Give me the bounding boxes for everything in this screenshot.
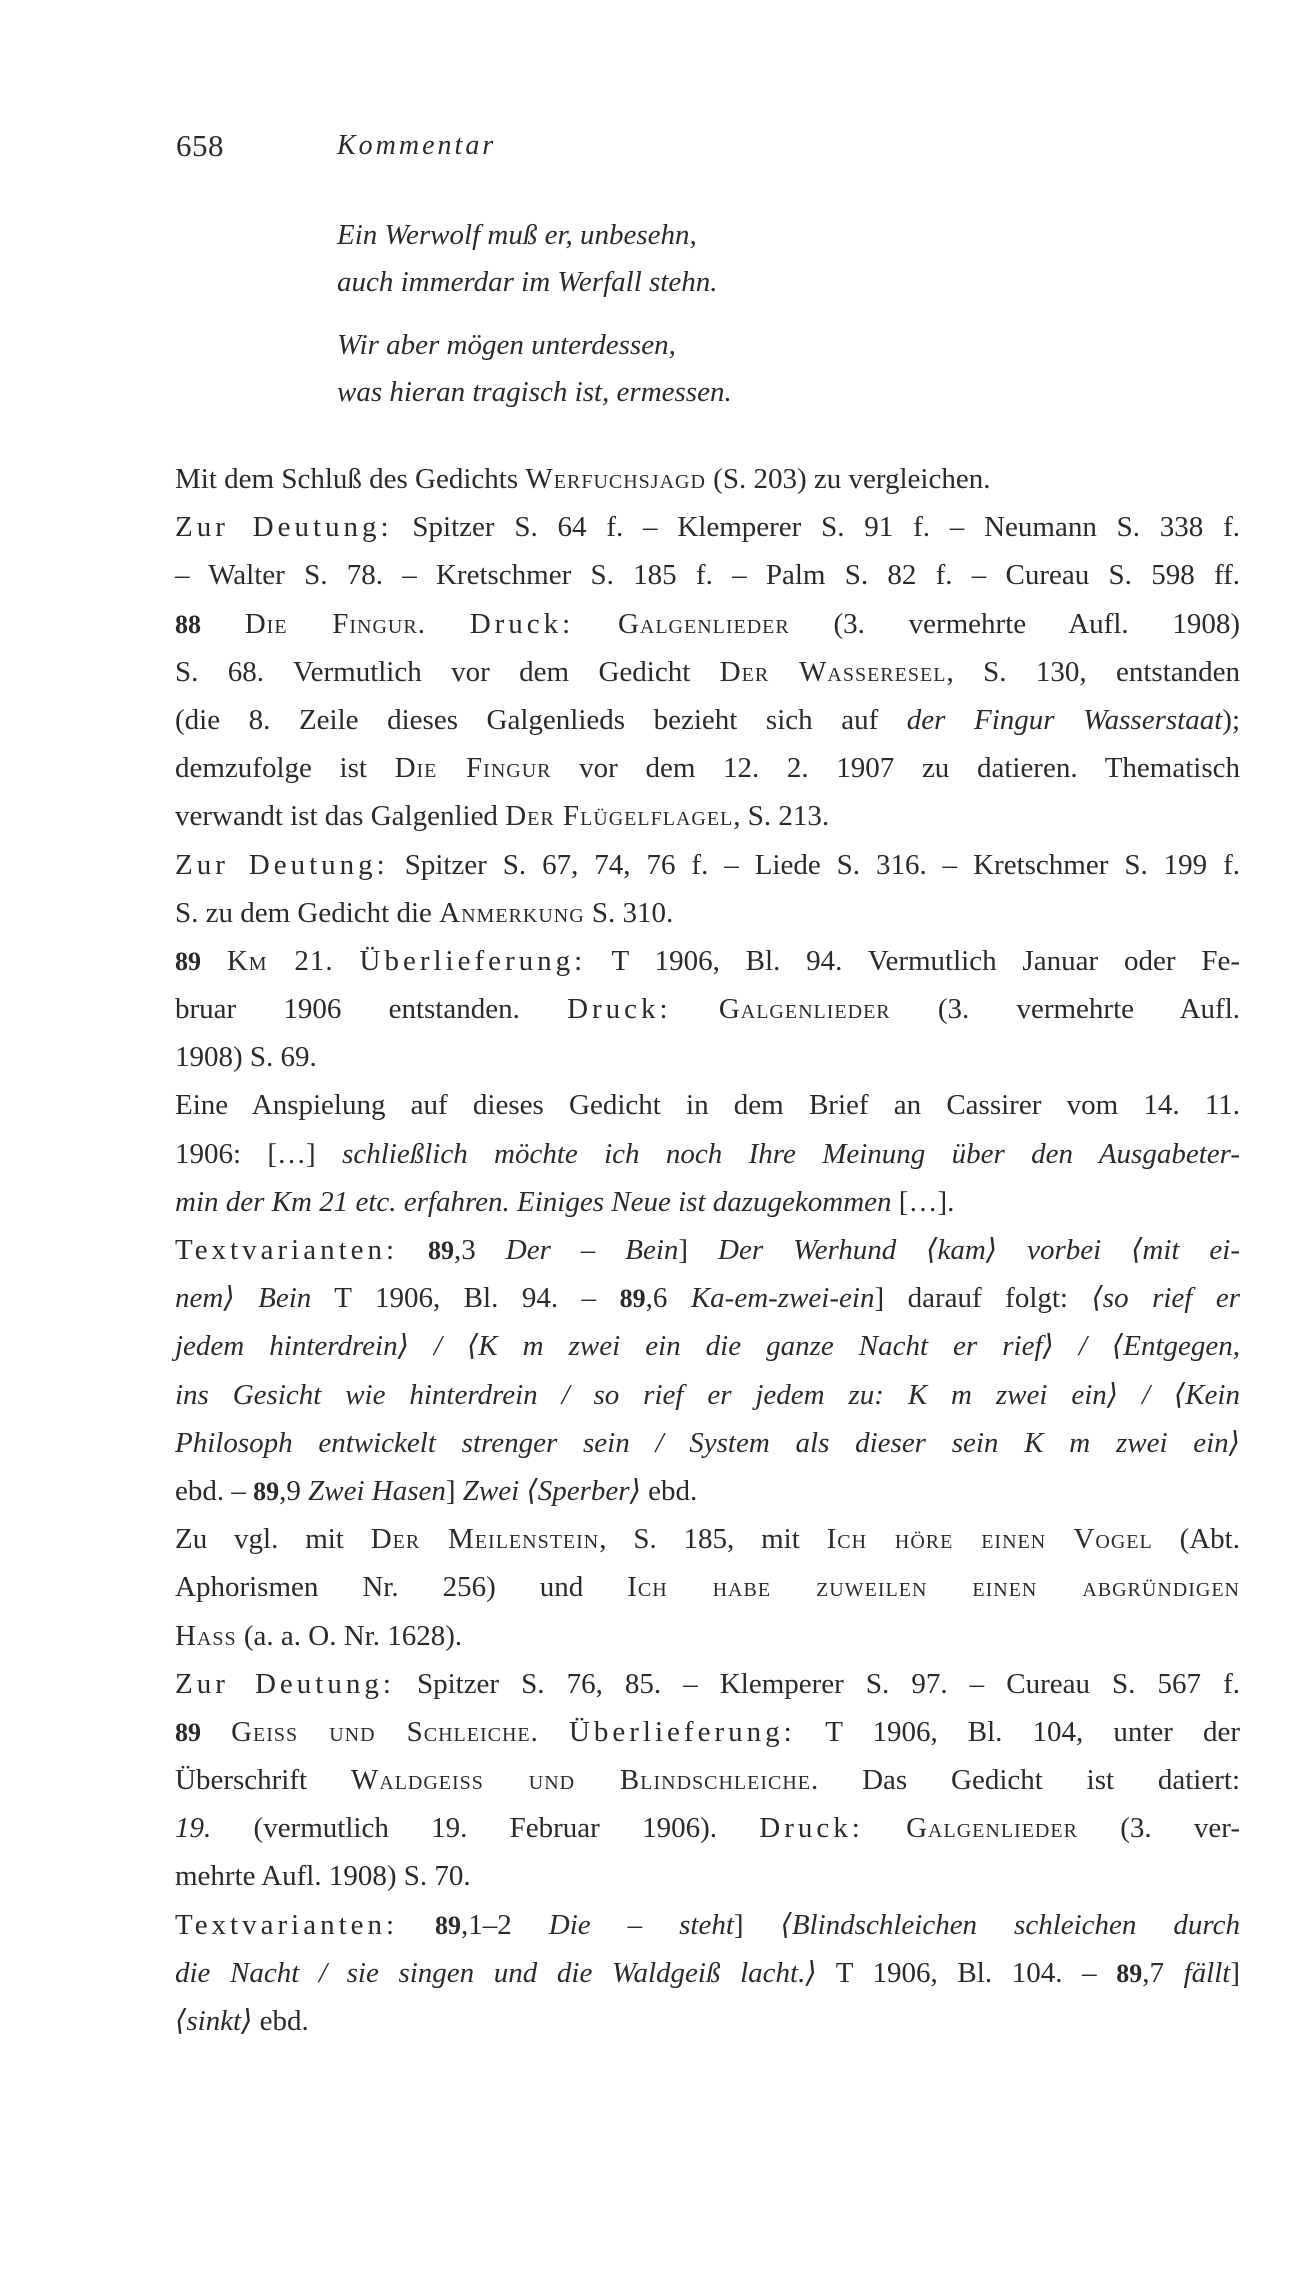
text-run: Spitzer S. 64 f. – Klemperer S. 91 f. – Neumann S. 338 f. (392, 511, 1240, 544)
text-line (175, 1612, 1240, 1660)
text-line (175, 1419, 1240, 1467)
text-run: 1908) S. 69. (175, 1041, 317, 1074)
text-line (175, 1660, 1240, 1708)
text-run: Eine Anspielung auf dieses Gedicht in dem Brief an Cassirer vom 14. 11. (175, 1089, 1240, 1122)
text-run: verwandt ist das Galgenlied (175, 800, 506, 833)
text-run: vor dem 12. 2. 1907 zu datieren. Thematisch (551, 752, 1240, 785)
text-line (175, 841, 1240, 889)
text-line (175, 600, 1240, 648)
text-run: Mit dem Schluß des Gedichts (175, 463, 526, 495)
page-reference-number: 89 (253, 1476, 280, 1506)
text-run: ebd. (252, 2005, 309, 2037)
text-run: ] (678, 1234, 719, 1266)
italic-text: Ka-em-zwei-ein (690, 1282, 875, 1315)
text-line (175, 1178, 1240, 1226)
text-run: T 1906, Bl. 94. Vermutlich Januar oder Fe- (586, 944, 1240, 977)
text-run: ] (733, 1908, 781, 1941)
text-run: S. 310. (584, 896, 674, 929)
page-reference-number: 88 (175, 609, 201, 639)
text-line (175, 1322, 1240, 1370)
text-run: T 1906, Bl. 104. – (816, 1956, 1117, 1989)
small-caps-title: Galgenlieder (906, 1812, 1078, 1845)
poem-stanza (337, 212, 732, 306)
text-line (175, 1515, 1240, 1563)
poem-quotation (337, 212, 732, 432)
text-run: (vermutlich 19. Februar 1906). (211, 1812, 760, 1845)
italic-text: jedem hinterdrein⟩ / ⟨K m zwei ein die ganze Nacht er rief⟩ / ⟨Entgegen, (175, 1330, 1240, 1363)
text-line (175, 1371, 1240, 1419)
spaced-label: Überlieferung: (568, 1715, 796, 1748)
text-run: Aphorismen Nr. 256) und (175, 1571, 628, 1604)
small-caps-title: Die Fingur. (244, 607, 426, 640)
poem-line: Ein Werwolf muß er, unbesehn, (337, 219, 697, 251)
spaced-label: Überlieferung: (359, 944, 587, 977)
text-run: (die 8. Zeile dieses Galgenlieds bezieht sich auf (175, 703, 907, 736)
italic-text: Zwei Hasen (308, 1474, 446, 1507)
small-caps-title: Der Meilenstein (370, 1523, 600, 1556)
page-header (176, 128, 1256, 168)
small-caps-title: Geiss und Schleiche. (231, 1715, 539, 1748)
text-run: Spitzer S. 76, 85. – Klemperer S. 97. – Cureau S. 567 f. (394, 1667, 1240, 1700)
small-caps-title: Hass (175, 1619, 237, 1652)
small-caps-title: Der Wasseresel (719, 655, 947, 688)
text-line (175, 744, 1240, 792)
page-reference-number: 89 (175, 946, 201, 976)
spaced-label: Zur Deutung: (175, 511, 393, 544)
poem-line: was hieran tragisch ist, ermessen. (337, 376, 732, 408)
text-run: (3. ver- (1077, 1812, 1240, 1845)
text-line (175, 1949, 1240, 1997)
running-head: Kommentar (337, 130, 497, 161)
text-run: Spitzer S. 67, 74, 76 f. – Liede S. 316. – Kretschmer S. 199 f. (388, 848, 1240, 881)
text-run: mehrte Aufl. 1908) S. 70. (175, 1860, 471, 1893)
text-line (175, 1852, 1240, 1900)
text-run: T 1906, Bl. 94. – (311, 1282, 620, 1315)
italic-text: nem⟩ Bein (175, 1282, 312, 1315)
spaced-label: Druck: (469, 607, 575, 640)
text-line (175, 648, 1240, 696)
italic-text: ⟨sinkt⟩ (175, 2005, 253, 2037)
text-line (175, 937, 1240, 985)
text-line (175, 1708, 1240, 1756)
poem-line: Wir aber mögen unterdessen, (337, 329, 676, 361)
spaced-label: Textvarianten: (175, 1234, 399, 1266)
page-reference-number: 89 (175, 1717, 201, 1747)
small-caps-title: Galgenlieder (718, 993, 891, 1026)
text-line (175, 696, 1240, 744)
text-line (175, 1130, 1240, 1178)
text-line (175, 1563, 1240, 1611)
small-caps-title: Km 21. (226, 944, 334, 977)
text-line (175, 1467, 1240, 1515)
text-run: S. 68. Vermutlich vor dem Gedicht (175, 655, 720, 688)
small-caps-title: Galgenlieder (617, 607, 790, 640)
page-number: 658 (176, 128, 224, 163)
italic-text: schließlich möchte ich noch Ihre Meinung über den Ausgabeter- (342, 1137, 1240, 1170)
italic-text: ins Gesicht wie hinterdrein / so rief er jedem zu: K m zwei ein⟩ / ⟨Kein (175, 1378, 1240, 1411)
italic-text: Die – steht (548, 1908, 734, 1941)
text-run: ] darauf folgt: (874, 1282, 1092, 1315)
text-run: , S. 213. (733, 800, 830, 833)
text-line (175, 889, 1240, 937)
italic-text: 19. (175, 1812, 212, 1845)
text-run: (Abt. (1152, 1523, 1240, 1556)
spaced-label: Textvarianten: (175, 1908, 399, 1941)
italic-text: Der – Bein (505, 1234, 679, 1266)
spaced-label: Zur Deutung: (175, 1667, 395, 1700)
text-run: ,7 (1142, 1956, 1184, 1989)
text-run: (a. a. O. Nr. 1628). (236, 1619, 463, 1652)
small-caps-title: Werfuchsjagd (525, 463, 706, 495)
small-caps-title: Ich höre einen Vogel (826, 1523, 1153, 1556)
text-line (175, 1033, 1240, 1081)
text-run (539, 1716, 569, 1748)
text-run: , S. 185, mit (599, 1523, 827, 1556)
poem-line: auch immerdar im Werfall stehn. (337, 266, 718, 298)
small-caps-title: Die Fingur (394, 752, 552, 785)
text-run: Überschrift (175, 1764, 351, 1797)
text-line (175, 503, 1240, 551)
text-line (175, 455, 1240, 503)
text-run: S. zu dem Gedicht die (175, 896, 440, 929)
text-line (175, 792, 1240, 840)
page-reference-number: 89 (619, 1284, 646, 1314)
spaced-label: Druck: (759, 1812, 864, 1845)
text-run: (S. 203) zu vergleichen. (705, 463, 991, 495)
text-run: demzufolge ist (175, 752, 395, 785)
text-line (175, 1081, 1240, 1129)
text-run: T 1906, Bl. 104, unter der (795, 1715, 1241, 1748)
text-run: ebd. (640, 1474, 698, 1507)
page-reference-number: 89 (435, 1910, 462, 1940)
page-reference-number: 89 (428, 1236, 455, 1265)
text-run (864, 1812, 906, 1844)
text-run: ,6 (645, 1282, 691, 1315)
text-run (398, 1909, 435, 1941)
text-run (426, 608, 470, 640)
text-run (574, 608, 618, 640)
text-run: (3. vermehrte Aufl. (890, 993, 1241, 1026)
small-caps-title: Der Flügelflagel (505, 800, 734, 833)
text-run (201, 608, 245, 640)
small-caps-title: Waldgeiss und Blindschleiche (350, 1764, 812, 1797)
spaced-label: Druck: (567, 993, 672, 1026)
italic-text: fällt (1183, 1956, 1231, 1989)
commentary-body (175, 455, 1240, 2045)
text-run: – Walter S. 78. – Kretschmer S. 185 f. – Palm S. 82 f. – Cureau S. 598 ff. (175, 559, 1240, 592)
text-run: (3. vermehrte Aufl. 1908) (789, 607, 1241, 640)
text-run: ); (1222, 703, 1240, 736)
text-run: ,9 (279, 1474, 309, 1507)
italic-text: Philosoph entwickelt strenger sein / System als dieser sein K m zwei ein⟩ (175, 1426, 1240, 1459)
text-run: […]. (891, 1185, 955, 1218)
text-line (175, 1756, 1240, 1804)
text-line (175, 985, 1240, 1033)
text-run: ,1–2 (461, 1908, 549, 1941)
text-run: ] (445, 1474, 463, 1507)
text-line (175, 1804, 1240, 1852)
italic-text: Zwei ⟨Sperber⟩ (462, 1474, 641, 1507)
text-run: , S. 130, entstanden (946, 655, 1240, 688)
text-line (175, 1997, 1240, 2045)
page-reference-number: 89 (1116, 1958, 1143, 1988)
small-caps-title: Anmerkung (439, 896, 585, 929)
text-line (175, 1274, 1240, 1322)
text-run (398, 1234, 428, 1266)
text-run (201, 945, 227, 977)
text-run: bruar 1906 entstanden. (175, 993, 568, 1026)
poem-stanza (337, 322, 732, 416)
text-run: ,3 (454, 1234, 506, 1266)
text-run: ebd. – (175, 1474, 254, 1507)
text-run: . Das Gedicht ist datiert: (811, 1764, 1241, 1797)
italic-text: ⟨Blindschleichen schleichen durch (780, 1908, 1240, 1941)
text-run: Zu vgl. mit (175, 1523, 371, 1556)
italic-text: der Fingur Wasserstaat (906, 703, 1223, 736)
italic-text: ⟨so rief er (1091, 1282, 1241, 1315)
text-line (175, 551, 1240, 599)
italic-text: min der Km 21 etc. erfahren. Einiges Neue ist dazugekommen (175, 1185, 892, 1218)
text-run: ] (1230, 1956, 1240, 1989)
italic-text: Der Werhund ⟨kam⟩ vorbei ⟨mit ei- (718, 1234, 1241, 1266)
italic-text: die Nacht / sie singen und die Waldgeiß lacht.⟩ (175, 1956, 817, 1989)
text-run: 1906: […] (175, 1137, 343, 1170)
text-line (175, 1901, 1240, 1949)
text-run (672, 993, 719, 1025)
text-run (334, 945, 360, 977)
text-line (175, 1226, 1240, 1274)
small-caps-title: Ich habe zuweilen einen abgründigen (627, 1571, 1240, 1604)
spaced-label: Zur Deutung: (175, 848, 389, 881)
text-run (201, 1716, 231, 1748)
